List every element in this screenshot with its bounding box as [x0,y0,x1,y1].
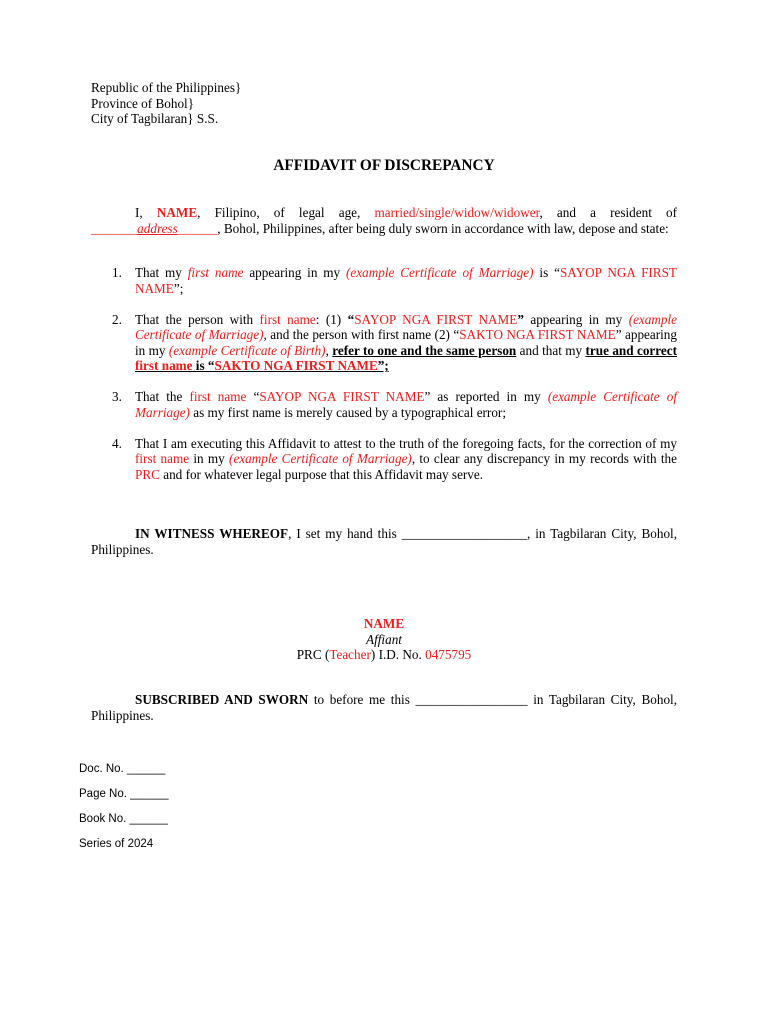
wrong-name-placeholder: SAYOP NGA FIRST NAME [259,389,425,404]
intro-text: , Bohol, Philippines, after being duly sworn in accordance with law, depose and state: [217,220,669,236]
profession-placeholder: Teacher [329,647,371,662]
agency-placeholder: PRC [135,466,160,482]
blank-line: _______ [91,220,138,236]
civil-status-placeholder: married/single/widow/widower [374,205,540,220]
item-text: appearing in my [243,265,347,280]
item-text: That the [135,389,190,404]
affiant-name: NAME [363,616,405,631]
affiant-name-placeholder: NAME [156,205,198,220]
witness-text: , I set my hand this ___________________, in Tagbilaran City, Bohol, Philippines. [91,526,677,557]
venue-line-province: Province of Bohol} [91,95,195,111]
intro-text: , Filipino, of legal age, [197,205,375,220]
witness-paragraph [91,526,677,557]
prc-id-line [91,647,677,663]
item-text: That my [135,265,188,280]
item-text: , [325,342,333,358]
prc-id-number: 0475795 [425,647,472,662]
first-name-placeholder: first name [135,451,190,466]
wrong-name-placeholder: SAYOP NGA FIRST NAME [135,265,677,296]
item-number: 3. [112,389,122,404]
statement-list [91,265,677,482]
first-name-placeholder: first name [189,389,247,404]
item-text: is “ [192,358,215,373]
intro-paragraph [91,205,677,236]
venue-line-country: Republic of the Philippines} [91,80,242,95]
item-text: in my [189,451,230,466]
venue-header [91,80,241,127]
book-no-line: Book No. ______ [79,813,168,825]
venue-line-city: City of Tagbilaran} S.S. [91,111,219,126]
address-blank [91,221,217,236]
document-title: AFFIDAVIT OF DISCREPANCY [273,157,495,174]
jurat-text: to before me this _________________ in Tagbilaran City, Bohol, Philippines. [91,692,677,723]
jurat-heading: SUBSCRIBED AND SWORN [135,692,309,707]
item-text: ” appearing in my [135,327,677,358]
prc-text: ) I.D. No. [370,647,426,662]
prc-text: PRC ( [296,647,330,662]
item-text: ” as reported in my [424,389,548,404]
item-text: ”; [173,280,184,296]
correct-name-placeholder: SAKTO NGA FIRST NAME [459,327,616,342]
item-text: and for whatever legal purpose that this Affidavit may serve. [159,466,484,482]
item-text: That I am executing this Affidavit to attest to the truth of the foregoing facts, for the correction of my [135,435,677,451]
correct-name-placeholder: SAKTO NGA FIRST NAME [214,358,378,373]
wrong-name-placeholder: SAYOP NGA FIRST NAME [354,311,518,327]
item-text: and that my [516,342,586,358]
first-name-placeholder: first name [135,358,193,373]
doc-no-line: Doc. No. ______ [79,763,166,775]
item-text: , and the person with first name (2) “ [263,327,460,342]
item-text: ”; [377,358,389,373]
page-no-line: Page No. ______ [79,788,169,800]
statement-item-4 [91,436,677,483]
item-text: is “ [533,265,560,280]
series-line: Series of 2024 [79,838,154,850]
first-name-placeholder: first name [187,265,244,280]
item-text: appearing in my [523,311,629,327]
document-placeholder: (example Certificate of Marriage) [229,451,412,466]
first-name-placeholder: first name [259,311,316,327]
statement-item-2 [91,312,677,374]
item-number: 1. [112,265,122,280]
item-text: as my first name is merely caused by a typographical error; [189,404,506,420]
statement-item-3 [91,389,677,420]
document-placeholder: (example Certificate of Marriage) [135,311,678,342]
item-text: : (1) [315,311,348,327]
statement-item-1 [91,265,677,296]
item-number: 2. [112,311,122,327]
item-number: 4. [112,435,122,451]
item-text: That the person with [135,311,260,327]
affiant-label: Affiant [366,631,402,647]
quote-mark: “ [347,311,355,327]
document-placeholder: (example Certificate of Marriage) [135,389,677,420]
witness-heading: IN WITNESS WHEREOF [135,526,289,541]
same-person-clause: refer to one and the same person [332,342,517,358]
item-text: “ [246,389,260,404]
jurat-paragraph [91,692,677,723]
signature-block [91,616,677,663]
quote-mark: ” [517,311,524,327]
intro-text: I, [135,205,157,220]
item-text: , to clear any discrepancy in my records with the [411,451,677,466]
document-placeholder: (example Certificate of Marriage) [346,265,534,280]
document-placeholder: (example Certificate of Birth) [168,342,326,358]
address-placeholder: address [137,220,178,236]
item-text: true and correct [585,342,677,358]
intro-text: , and a resident of [539,205,677,220]
blank-line: ______ [177,220,218,236]
